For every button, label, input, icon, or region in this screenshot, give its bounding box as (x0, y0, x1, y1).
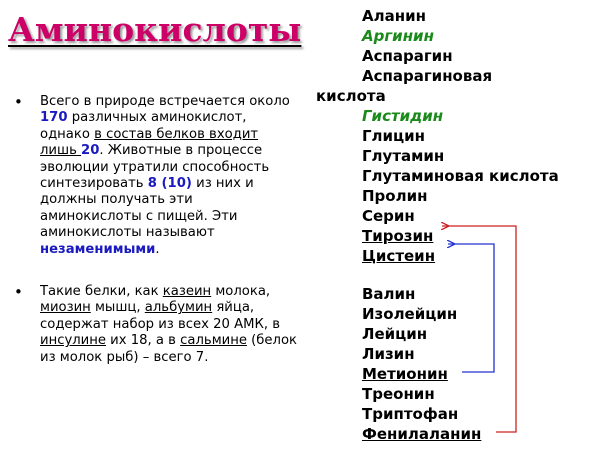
amino-glutaminovaya: Глутаминовая кислота (362, 167, 559, 185)
underlined-phrase: в состав белков входит лишь (40, 126, 259, 159)
amino-tirozin: Тирозин (362, 227, 434, 245)
number-170: 170 (40, 110, 68, 126)
amino-serin: Серин (362, 207, 415, 225)
amino-glicin: Глицин (362, 127, 426, 145)
amino-prolin: Пролин (362, 187, 428, 205)
amino-metionin: Метионин (362, 365, 448, 383)
term-kazein: казеин (162, 284, 212, 300)
arrow-metionin-to-cistein (448, 244, 494, 372)
term-salmin: сальмине (180, 333, 247, 349)
amino-valin: Валин (362, 285, 416, 303)
amino-treonin: Треонин (362, 385, 435, 403)
amino-alanin: Аланин (362, 7, 426, 25)
term-insulin: инсулине (40, 333, 106, 349)
amino-cistein: Цистеин (362, 247, 436, 265)
term-essential: незаменимыми (40, 241, 156, 257)
amino-leicin: Лейцин (362, 325, 428, 343)
amino-asparagin: Аспарагин (362, 47, 453, 65)
amino-gistidin: Гистидин (362, 107, 444, 125)
amino-lizin: Лизин (362, 345, 415, 363)
amino-asparaginovaya-line1: Аспарагиновая (362, 67, 493, 85)
amino-izoleicin: Изолейцин (362, 305, 458, 323)
amino-asparaginovaya-line2: кислота (316, 87, 386, 105)
term-albumin: альбумин (144, 300, 213, 316)
term-miozin: миозин (40, 300, 91, 316)
amino-arginin: Аргинин (362, 27, 434, 45)
bullet-item-proteins: • Такие белки, как казеин молока, миозин мышц, альбумин яйца, содержат набор из всех 20 АМК, в инсулине их 18, а в сальмине (белок из молок рыб) – всего 7. (8, 284, 298, 366)
page-title: Аминокислоты (8, 10, 302, 49)
number-20: 20 (81, 143, 100, 159)
bullet-item-amino-count: • Всего в природе встречается около 170 различных аминокислот, однако в состав белков входит лишь 20. Животные в процессе эволюции утратили способность синтезировать 8 (10) из них и должны получать эти аминокислоты с пищей. Эти аминокислоты называют незаменимыми. (8, 94, 298, 258)
amino-glutamin: Глутамин (362, 147, 445, 165)
amino-triptofan: Триптофан (362, 405, 459, 423)
arrow-fenilalanin-to-tirozin (442, 226, 516, 432)
number-8-10: 8 (10) (147, 176, 192, 192)
amino-fenilalanin: Фенилаланин (362, 425, 482, 443)
